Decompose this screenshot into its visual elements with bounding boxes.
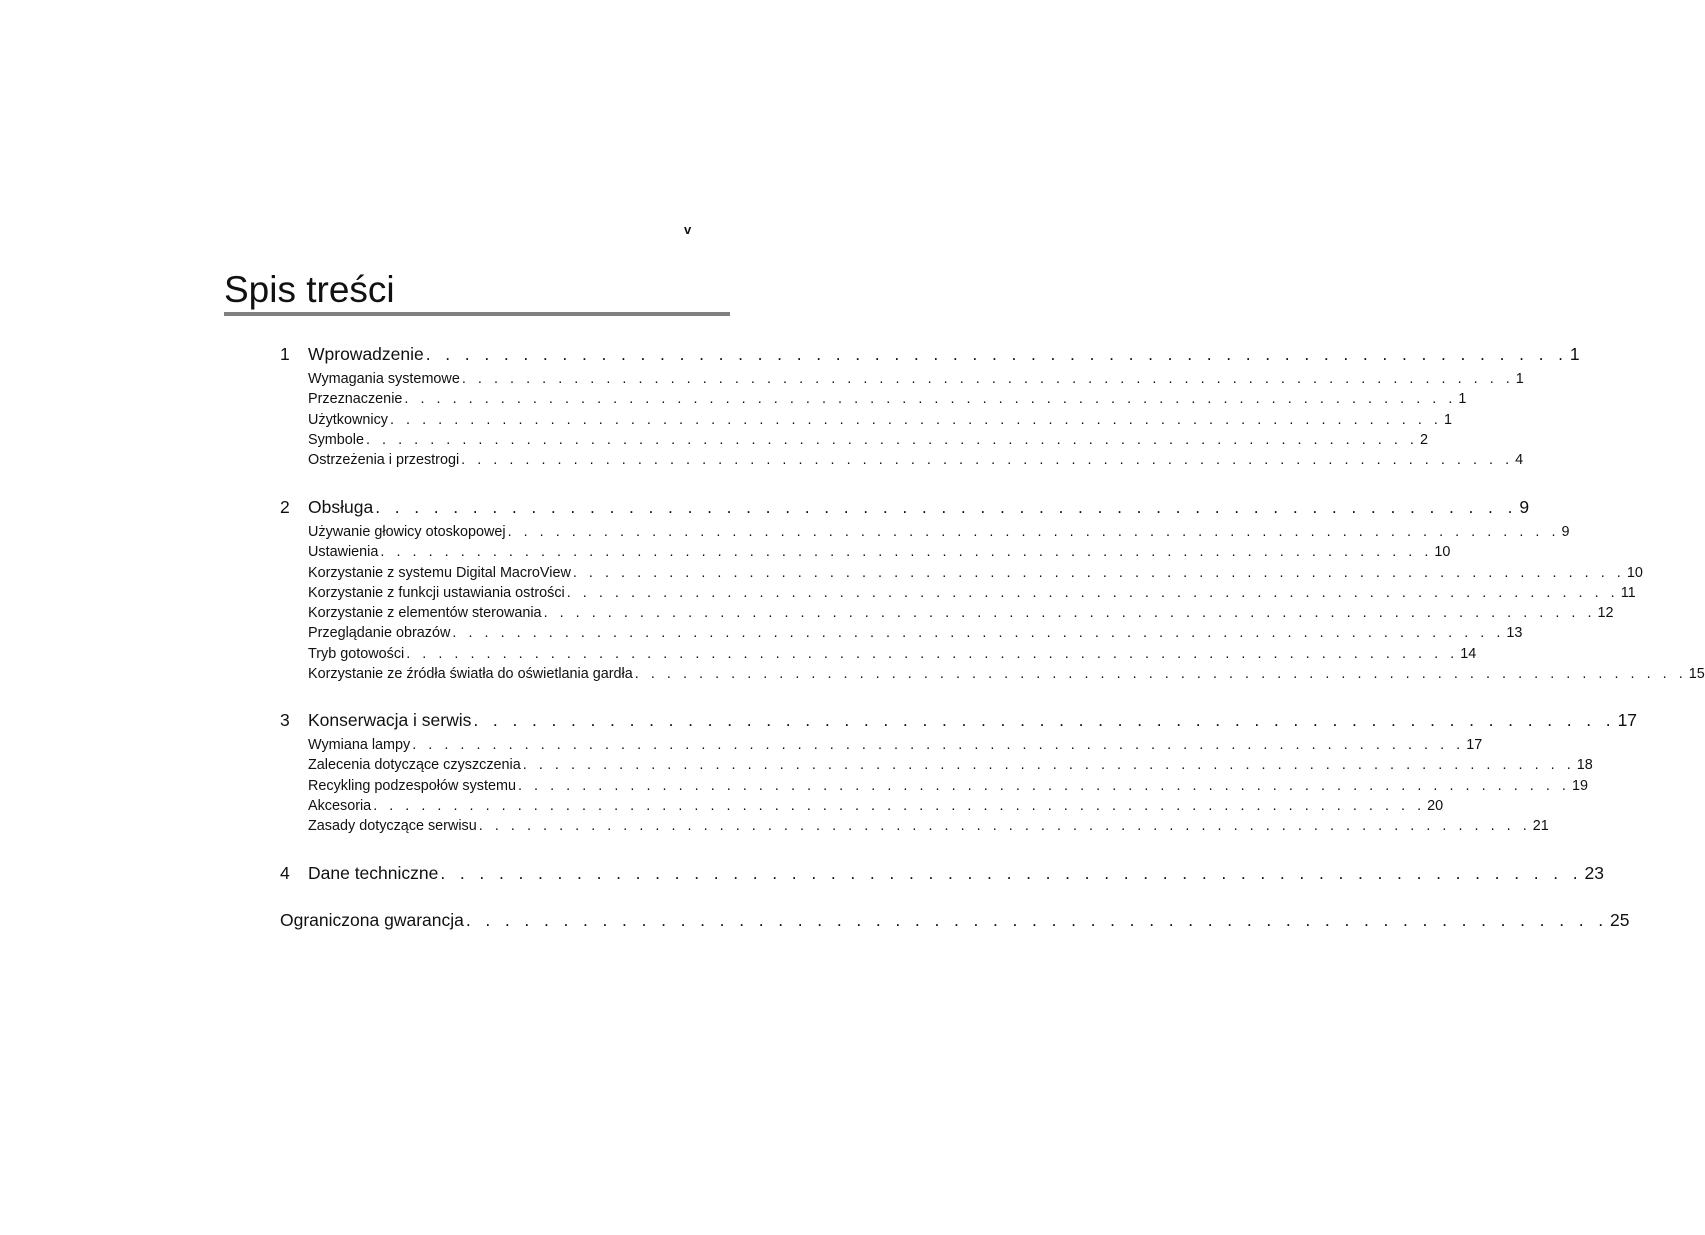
chapter-page: 17 [1617,710,1638,730]
section-page: 1 [1515,371,1524,387]
section-page: 19 [1571,777,1588,794]
toc-chapter-2 [280,493,1705,684]
section-title: Przeglądanie obrazów [308,625,451,642]
toc-chapter-entry[interactable] [280,493,1530,521]
section-title: Korzystanie ze źródła światła do oświetlania gardła [308,666,633,683]
toc-section-entry[interactable] [308,623,1523,643]
chapter-page: 23 [1584,863,1605,883]
section-title: Ostrzeżenia i przestrogi [308,452,460,469]
section-page: 20 [1427,797,1444,814]
section-page: 10 [1434,544,1451,561]
section-page: 13 [1506,625,1523,642]
section-page: 1 [1458,391,1467,408]
toc-section-entry[interactable] [308,542,1451,562]
toc-section-entry[interactable] [308,410,1452,430]
section-title: Symbole [308,431,364,448]
page-number: v [684,222,692,237]
toc-chapter-entry[interactable] [280,859,1605,887]
dot-leader: . . . . . . . . . . . . . . . . . . . . . . . . . . . . . . . . . . . . . . . . . . . . . . . . . . . . . . . . . . . . . . . . . . [566,584,1619,601]
dot-leader: . . . . . . . . . . . . . . . . . . . . . . . . . . . . . . . . . . . . . . . . . . . . . . . . . . . . . . . . . . . . . . . . . . [389,411,1442,428]
dot-leader: . . . . . . . . . . . . . . . . . . . . . . . . . . . . . . . . . . . . . . . . . . . . . . . . . . . . . . . . . . . . . . . . . . [543,605,1596,622]
section-page: 21 [1532,818,1549,835]
dot-leader: . . . . . . . . . . . . . . . . . . . . . . . . . . . . . . . . . . . . . . . . . . . . . . . . . . . . . . . . . . . [440,863,1583,883]
toc-section-entry[interactable] [308,583,1636,603]
toc-section-entry[interactable] [308,369,1524,389]
dot-leader: . . . . . . . . . . . . . . . . . . . . . . . . . . . . . . . . . . . . . . . . . . . . . . . . . . . . . . . . . . . . . . . . . . [412,737,1465,753]
toc-chapter-1 [280,340,1580,470]
toc-section-entry[interactable] [308,430,1428,450]
chapter-title: Konserwacja i serwis [308,710,472,730]
chapter-number: 1 [280,344,290,364]
toc-section-entry[interactable] [308,603,1614,623]
dot-leader: . . . . . . . . . . . . . . . . . . . . . . . . . . . . . . . . . . . . . . . . . . . . . . . . . . . . . . . . . . . . . . . . . . [366,431,1418,448]
section-page: 14 [1460,645,1477,662]
dot-leader: . . . . . . . . . . . . . . . . . . . . . . . . . . . . . . . . . . . . . . . . . . . . . . . . . . . . . . . . . . . . . . . . . . [452,625,1505,642]
chapter-number: 3 [280,710,290,730]
toc-warranty-entry[interactable] [280,906,1630,934]
section-page: 10 [1626,564,1643,581]
section-title: Używanie głowicy otoskopowej [308,524,506,540]
toc-section-entry[interactable] [308,644,1477,664]
toc-chapter-4 [280,859,1605,887]
toc-chapter-entry[interactable] [280,340,1580,368]
warranty-title: Ograniczona gwarancja [280,910,464,930]
toc-section-entry[interactable] [308,563,1643,583]
toc-section-entry[interactable] [308,522,1570,542]
title-rule [224,312,730,316]
section-title: Wymiana lampy [308,737,411,753]
section-page: 1 [1443,411,1452,428]
toc-section-entry[interactable] [308,389,1467,409]
section-title: Korzystanie z systemu Digital MacroView [308,564,571,581]
section-title: Korzystanie z elementów sterowania [308,605,542,622]
dot-leader: . . . . . . . . . . . . . . . . . . . . . . . . . . . . . . . . . . . . . . . . . . . . . . . . . . . . . . . . . . . . . . . . . . [478,818,1531,835]
dot-leader: . . . . . . . . . . . . . . . . . . . . . . . . . . . . . . . . . . . . . . . . . . . . . . . . . . . . . . . . . . . . . . . . . . [404,391,1457,408]
section-title: Zasady dotyczące serwisu [308,818,477,835]
section-page: 9 [1561,524,1570,540]
toc-chapter-3 [280,706,1638,836]
section-title: Zalecenia dotyczące czyszczenia [308,757,521,774]
dot-leader: . . . . . . . . . . . . . . . . . . . . . . . . . . . . . . . . . . . . . . . . . . . . . . . . . . . . . . . . . . . . . . . . . . [406,645,1459,662]
section-page: 15 [1688,666,1705,683]
dot-leader: . . . . . . . . . . . . . . . . . . . . . . . . . . . . . . . . . . . . . . . . . . . . . . . . . . . . . . . . . . . [425,344,1568,364]
section-title: Akcesoria [308,797,372,814]
chapter-title: Obsługa [308,497,374,517]
dot-leader: . . . . . . . . . . . . . . . . . . . . . . . . . . . . . . . . . . . . . . . . . . . . . . . . . . . . . . . . . . . [473,710,1616,730]
dot-leader: . . . . . . . . . . . . . . . . . . . . . . . . . . . . . . . . . . . . . . . . . . . . . . . . . . . . . . . . . . . [465,910,1609,930]
chapter-page: 9 [1519,497,1530,517]
page-title: Spis treści [224,269,395,310]
section-title: Korzystanie z funkcji ustawiania ostrości [308,584,565,601]
section-page: 2 [1419,431,1428,448]
dot-leader: . . . . . . . . . . . . . . . . . . . . . . . . . . . . . . . . . . . . . . . . . . . . . . . . . . . . . . . . . . . . . . . . . . [380,544,1433,561]
warranty-page: 25 [1610,910,1630,930]
section-title: Wymagania systemowe [308,371,460,387]
toc-section-entry[interactable] [308,450,1524,470]
toc-chapter-entry[interactable] [280,706,1638,734]
toc-section-entry[interactable] [308,735,1483,755]
chapter-title: Dane techniczne [308,863,439,883]
toc-section-entry[interactable] [308,816,1549,836]
dot-leader: . . . . . . . . . . . . . . . . . . . . . . . . . . . . . . . . . . . . . . . . . . . . . . . . . . . . . . . . . . . . . . . . . . [461,371,1514,387]
dot-leader: . . . . . . . . . . . . . . . . . . . . . . . . . . . . . . . . . . . . . . . . . . . . . . . . . . . . . . . . . . . . . . . . . . [461,452,1514,469]
section-title: Recykling podzespołów systemu [308,777,516,794]
toc-section-entry[interactable] [308,755,1593,775]
section-title: Ustawienia [308,544,379,561]
chapter-number: 2 [280,497,290,517]
toc-section-entry[interactable] [308,664,1705,684]
section-title: Tryb gotowości [308,645,405,662]
section-page: 11 [1620,584,1636,601]
section-page: 17 [1466,737,1483,753]
section-page: 4 [1515,452,1524,469]
dot-leader: . . . . . . . . . . . . . . . . . . . . . . . . . . . . . . . . . . . . . . . . . . . . . . . . . . . . . . . . . . . . . . . . . . [373,797,1426,814]
chapter-number: 4 [280,863,290,883]
section-page: 18 [1576,757,1593,774]
dot-leader: . . . . . . . . . . . . . . . . . . . . . . . . . . . . . . . . . . . . . . . . . . . . . . . . . . . . . . . . . . . . . . . . . . [517,777,1570,794]
dot-leader: . . . . . . . . . . . . . . . . . . . . . . . . . . . . . . . . . . . . . . . . . . . . . . . . . . . . . . . . . . . [375,497,1518,517]
chapter-page: 1 [1569,344,1580,364]
section-page: 12 [1597,605,1614,622]
dot-leader: . . . . . . . . . . . . . . . . . . . . . . . . . . . . . . . . . . . . . . . . . . . . . . . . . . . . . . . . . . . . . . . . . . [634,666,1687,683]
section-title: Użytkownicy [308,411,388,428]
dot-leader: . . . . . . . . . . . . . . . . . . . . . . . . . . . . . . . . . . . . . . . . . . . . . . . . . . . . . . . . . . . . . . . . . . [507,524,1560,540]
dot-leader: . . . . . . . . . . . . . . . . . . . . . . . . . . . . . . . . . . . . . . . . . . . . . . . . . . . . . . . . . . . . . . . . . . [522,757,1575,774]
dot-leader: . . . . . . . . . . . . . . . . . . . . . . . . . . . . . . . . . . . . . . . . . . . . . . . . . . . . . . . . . . . . . . . . . . [572,564,1625,581]
chapter-title: Wprowadzenie [308,344,424,364]
section-title: Przeznaczenie [308,391,403,408]
toc-section-entry[interactable] [308,776,1588,796]
toc-section-entry[interactable] [308,796,1444,816]
toc-warranty [280,906,1630,934]
